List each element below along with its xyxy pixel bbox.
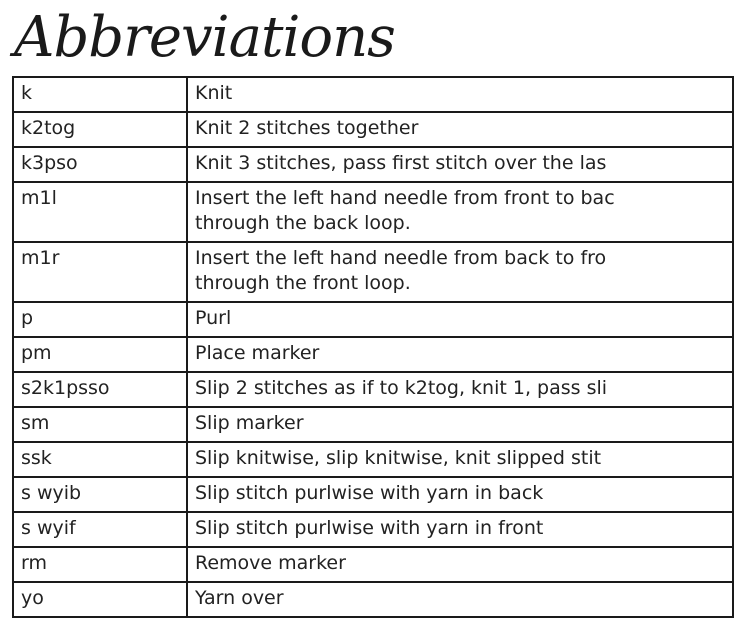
abbreviation-cell: sm [13, 407, 187, 442]
definition-line: Insert the left hand needle from front to bac [195, 187, 615, 209]
table-row [13, 112, 733, 147]
abbreviations-table-body [13, 77, 733, 617]
definition-line: Purl [195, 307, 232, 329]
table-row [13, 442, 733, 477]
abbreviation-cell: k [13, 77, 187, 112]
abbreviation-cell: m1l [13, 182, 187, 242]
definition-line: Knit [195, 82, 233, 104]
table-row [13, 77, 733, 112]
definition-line: Slip 2 stitches as if to k2tog, knit 1, pass sli [195, 377, 608, 399]
table-row [13, 512, 733, 547]
abbreviation-cell: p [13, 302, 187, 337]
table-row [13, 477, 733, 512]
definition-cell [187, 182, 733, 242]
definition-cell [187, 442, 733, 477]
abbreviation-cell: s wyif [13, 512, 187, 547]
definition-cell [187, 477, 733, 512]
definition-cell [187, 112, 733, 147]
definition-cell [187, 147, 733, 182]
definition-line: through the back loop. [195, 212, 411, 234]
abbreviation-cell: yo [13, 582, 187, 617]
table-row [13, 407, 733, 442]
definition-line: Slip stitch purlwise with yarn in front [195, 517, 544, 539]
abbreviation-cell: k2tog [13, 112, 187, 147]
abbreviation-cell: k3pso [13, 147, 187, 182]
table-row [13, 302, 733, 337]
table-row [13, 582, 733, 617]
definition-line: Place marker [195, 342, 320, 364]
abbreviation-cell: rm [13, 547, 187, 582]
table-row [13, 242, 733, 302]
abbreviation-cell: pm [13, 337, 187, 372]
table-row [13, 547, 733, 582]
definition-cell [187, 512, 733, 547]
definition-line: Slip knitwise, slip knitwise, knit slipped stit [195, 447, 602, 469]
table-row [13, 182, 733, 242]
abbreviations-table [12, 76, 734, 618]
definition-cell [187, 242, 733, 302]
definition-cell [187, 337, 733, 372]
definition-line: Insert the left hand needle from back to fro [195, 247, 607, 269]
definition-line: Remove marker [195, 552, 346, 574]
definition-cell [187, 582, 733, 617]
abbreviation-cell: s wyib [13, 477, 187, 512]
definition-line: Yarn over [195, 587, 284, 609]
definition-line: Knit 2 stitches together [195, 117, 419, 139]
table-row [13, 337, 733, 372]
definition-line: Slip marker [195, 412, 304, 434]
definition-cell [187, 77, 733, 112]
abbreviation-cell: m1r [13, 242, 187, 302]
definition-cell [187, 547, 733, 582]
abbreviations-table-container [12, 76, 615, 609]
definition-line: Slip stitch purlwise with yarn in back [195, 482, 544, 504]
abbreviation-cell: ssk [13, 442, 187, 477]
page-title: Abbreviations [14, 5, 395, 70]
definition-cell [187, 407, 733, 442]
abbreviation-cell: s2k1psso [13, 372, 187, 407]
table-row [13, 147, 733, 182]
definition-cell [187, 302, 733, 337]
definition-line: Knit 3 stitches, pass first stitch over the las [195, 152, 607, 174]
definition-line: through the front loop. [195, 272, 411, 294]
definition-cell [187, 372, 733, 407]
table-row [13, 372, 733, 407]
